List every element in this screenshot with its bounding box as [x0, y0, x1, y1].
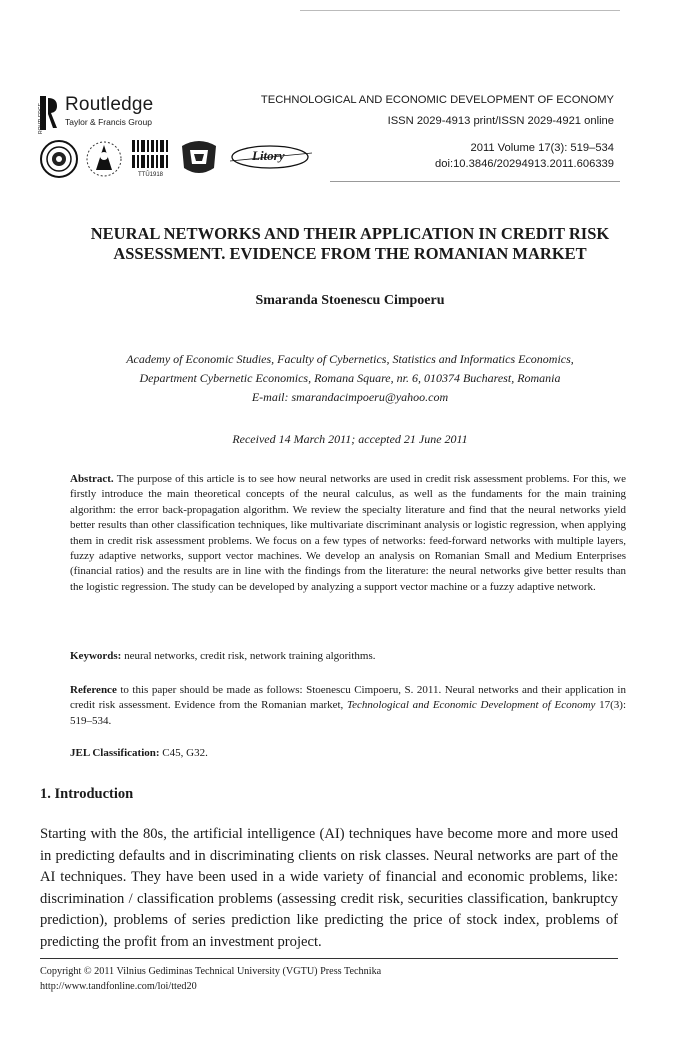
journal-doi: doi:10.3846/20294913.2011.606339: [435, 158, 614, 170]
reference-journal: Technological and Economic Development of Economy: [347, 699, 596, 712]
affiliation-line-1: Academy of Economic Studies, Faculty of Cybernetics, Statistics and Informatics Economics,: [126, 352, 574, 366]
jel-classification: [70, 747, 626, 759]
title-line-2: ASSESSMENT. EVIDENCE FROM THE ROMANIAN MARKET: [113, 244, 587, 263]
section-heading: 1. Introduction: [40, 786, 134, 802]
university-seal-icon: [40, 140, 78, 178]
author-affiliation: [40, 350, 660, 407]
affiliation-email: E-mail: smarandacimpoeru@yahoo.com: [251, 390, 449, 404]
reference-label: Reference: [70, 684, 117, 696]
reference-tail: 17(3): 519–534.: [70, 699, 627, 727]
footer: [40, 964, 381, 994]
crest-icon: [178, 138, 220, 178]
keywords: [70, 650, 626, 662]
citation-reference: [70, 683, 626, 729]
jel-label: JEL Classification:: [70, 747, 160, 759]
footer-rule: [40, 958, 618, 959]
academy-emblem-icon: [86, 140, 122, 178]
received-dates: Received 14 March 2011; accepted 21 June 2011: [232, 432, 468, 446]
affiliation-line-2: Department Cybernetic Economics, Romana Square, nr. 6, 010374 Bucharest, Romania: [139, 371, 561, 385]
journal-url: http://www.tandfonline.com/loi/tted20: [40, 981, 197, 992]
article-author: Smaranda Stoenescu Cimpoeru: [255, 293, 445, 308]
header-top-rule: [300, 10, 620, 11]
journal-issn: ISSN 2029-4913 print/ISSN 2029-4921 online: [387, 115, 614, 127]
publisher-subtitle: Taylor & Francis Group: [65, 117, 152, 127]
title-line-1: NEURAL NETWORKS AND THEIR APPLICATION IN CREDIT RISK: [90, 224, 610, 243]
jel-text: C45, G32.: [162, 747, 208, 759]
abstract-label: Abstract.: [70, 473, 114, 485]
journal-volume: 2011 Volume 17(3): 519–534: [470, 142, 614, 154]
copyright-notice: Copyright © 2011 Vilnius Gediminas Technical University (VGTU) Press Technika: [40, 966, 382, 977]
barcode-emblem-icon: [130, 138, 170, 172]
reference-text: to this paper should be made as follows: Stoenescu Cimpoeru, S. 2011. Neural networks and their application in credit risk assessment. Evidence from the Romanian market,: [70, 684, 626, 712]
publisher-name: Routledge: [65, 94, 154, 115]
keywords-label: Keywords:: [70, 650, 122, 662]
publisher-vertical-text: ROUTLEDGE: [38, 102, 44, 134]
litory-text: Litory: [252, 148, 285, 163]
keywords-text: neural networks, credit risk, network training algorithms.: [124, 650, 376, 662]
journal-name: TECHNOLOGICAL AND ECONOMIC DEVELOPMENT OF ECONOMY: [260, 94, 614, 106]
seal-caption: TTŪ1918: [138, 172, 164, 178]
abstract-text: The purpose of this article is to see how neural networks are used in credit risk assessment problems. For this, we firstly introduce the main theoretical concepts of the neural calculus, as well as the fundaments for the main training algorithm: the error back-propagation algorithm. We review the specialty literature and find that the neural networks yield better results than other classification techniques, like multivariate discriminant analysis or logistic regression, when applying them in credit risk assessment problems. We focus on a few types of networks: feed-forward networks with multiple layers, fuzzy adaptive networks, support vector machines. We develop an analysis on Romanian Small and Medium Enterprises (financial ratios) and the results are in line with the findings from the literature: the neural networks give better results than the logistic regression. The study can be developed by analyzing a support vector machine or a fuzzy adaptive network.: [70, 473, 626, 593]
header-bottom-rule: [330, 181, 620, 182]
abstract: [70, 472, 626, 595]
introduction-paragraph: Starting with the 80s, the artificial intelligence (AI) techniques have become more and more used in predicting defaults and in discriminating clients on risk classes. Neural networks are part of the AI techniques. They have been used in a wide variety of financial and economic problems, like: discrimination / classification problems (assessing credit risk, securities classification, bankruptcy prediction), problems of series prediction like predicting the price of stock index, problems of predicting the profit from an investment project.: [40, 826, 618, 950]
article-title: [40, 224, 660, 264]
